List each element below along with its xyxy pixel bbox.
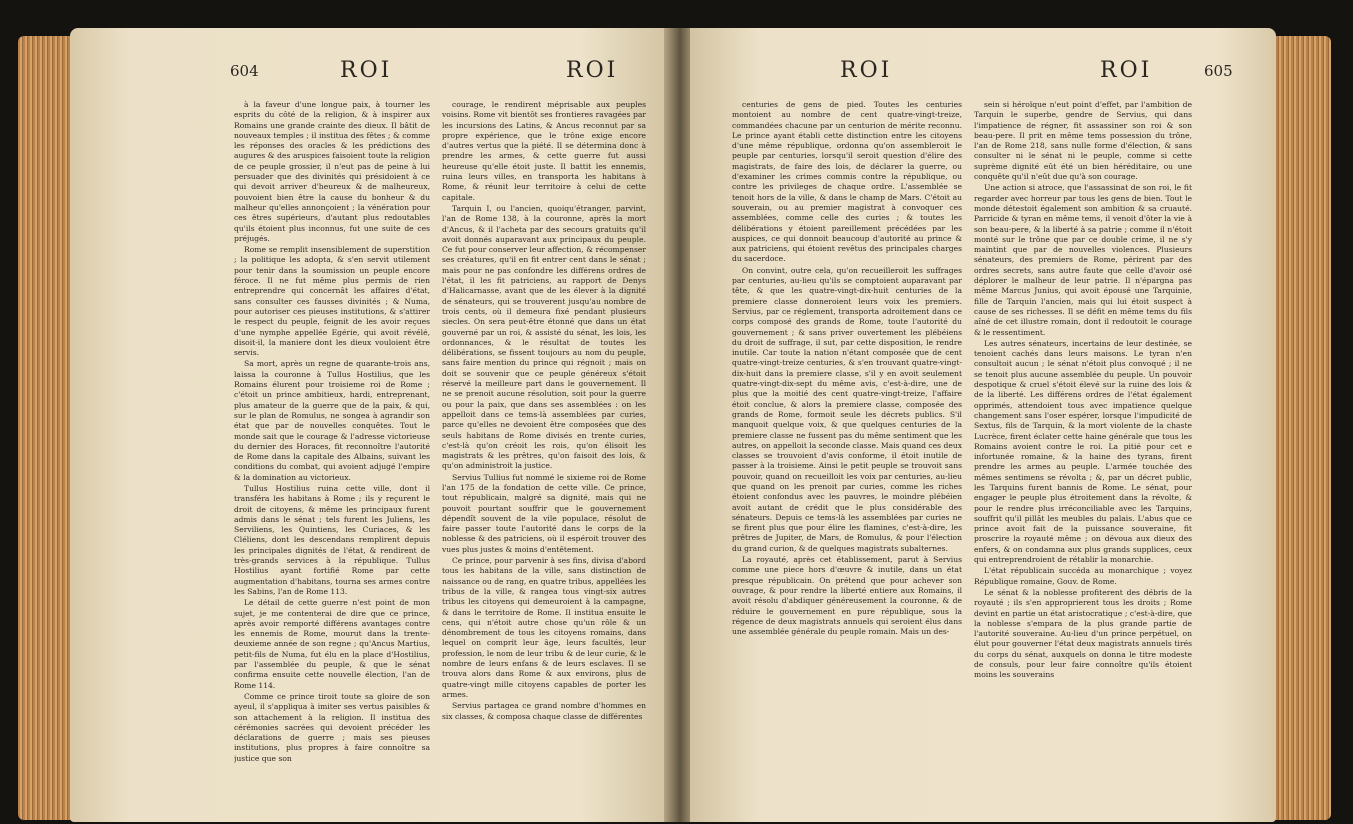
right-running-head-b: ROI [1100,58,1153,83]
paragraph: Servius partagea ce grand nombre d'hommes en six classes, & composa chaque classe de différentes [442,701,646,721]
paragraph: Servius Tullius fut nommé le sixieme roi de Rome l'an 175 de la fondation de cette ville. Ce prince, tout républicain, malgré sa dignité, mais qui ne pouvoit pourtant souffrir que le gouvernement dépendît souvent de la vile populace, résolut de faire passer toute l'autorité dans le corps de la noblesse & des patriciens, où il espéroit trouver des vues plus justes & moins d'entêtement. [442,472,646,554]
paragraph: Une action si atroce, que l'assassinat de son roi, le fit regarder avec horreur par tous les gens de bien. Tout le monde détestoit également son ambition & sa cruauté. Parricide & tyran en même tems, il venoit d'ôter la vie à son beau-pere, & la liberté à sa patrie ; comme il n'étoit monté sur le trône que par ce double crime, il ne s'y maintint que par de nouvelles violences. Plusieurs sénateurs, des premiers de Rome, périrent par des ordres secrets, sans autre faute que celle d'avoir osé déplorer le malheur de leur patrie. Il n'épargna pas même Marcus Junius, qui avoit épousé une Tarquinie, fille de Tarquin l'ancien, mais qui lui étoit suspect à cause de ses richesses. Il se défit en même tems du fils aîné de cet illustre romain, dont il redoutoit le courage & le ressentiment. [974,183,1192,337]
paragraph: L'état républicain succéda au monarchique ; voyez République romaine, Gouv. de Rome. [974,566,1192,586]
paragraph: centuries de gens de pied. Toutes les centuries montoient au nombre de cent quatre-vingt-treize, commandées chacune par un centurion de mérite reconnu. Le prince ayant établi cette distinction entre les citoyens d'une même république, ordonna qu'on assembleroit le peuple par centuries, lorsqu'il seroit question d'élire des magistrats, de faire des lois, de déclarer la guerre, ou d'examiner les crimes commis contre la république, ou contre les privileges de chaque ordre. L'assemblée se tenoit hors de la ville, & dans le champ de Mars. C'étoit au souverain, ou au premier magistrat à convoquer ces assemblées, comme celle des curies ; & toutes les délibérations y étoient pareillement précédées par les auspices, ce qui donnoit beaucoup d'autorité au prince & aux patriciens, qui étoient revêtus des principales charges du sacerdoce. [732,100,962,264]
left-page [70,28,670,822]
paragraph: Les autres sénateurs, incertains de leur destinée, se tenoient cachés dans leurs maisons. Le tyran n'en consultoit aucun ; le sénat n'étoit plus convoqué ; il ne se tenoit plus aucune assemblée du peuple. Un pouvoir despotique & cruel s'étoit élevé sur la ruine des lois & de la liberté. Les différens ordres de l'état également opprimés, attendoient tous avec impatience quelque changement sans l'oser espérer, lorsque l'impudicité de Sextus, fils de Tarquin, & la mort violente de la chaste Lucrèce, firent éclater cette haine générale que tous les Romains avoient contre le roi. La pitié pour cet e infortunée romaine, & la haine des tyrans, firent prendre les armes au peuple. L'armée touchée des mêmes sentimens se révolta ; &, par un décret public, les Tarquins furent bannis de Rome. Le sénat, pour engager le peuple plus étroitement dans la révolte, & pour le rendre plus irréconciliable avec les Tarquins, souffrit qu'il pillât les meubles du palais. L'abus que ce prince avoit fait de la puissance souveraine, fit proscrire la royauté même ; on dévoua aux dieux des enfers, & on condamna aux plus grands supplices, ceux qui entreprendroient de rétablir la monarchie. [974,338,1192,565]
right-page-column-2 [974,100,1192,800]
paragraph: Tarquin I, ou l'ancien, quoiqu'étranger, parvint, l'an de Rome 138, à la couronne, après la mort d'Ancus, & il l'acheta par des secours gratuits qu'il avoit donnés auparavant aux principaux du peuple. Ce fut pour conserver leur affection, & récompenser ses créatures, qu'il en fit entrer cent dans le sénat ; mais pour ne pas confondre les différens ordres de l'état, il les fit patriciens, au rapport de Denys d'Halicarnasse, avant que de les élever à la dignité de sénateurs, qui se trouverent jusqu'au nombre de trois cents, où il demeura fixé pendant plusieurs siecles. On sera peut-être étonné que dans un état gouverné par un roi, & assisté du sénat, les lois, les ordonnances, & le résultat de toutes les délibérations, se fissent toujours au nom du peuple, sans faire mention du prince qui régnoit ; mais on doit se souvenir que ce peuple généreux s'étoit réservé la meilleure part dans le gouvernement. Il ne se prenoit aucune résolution, soit pour la guerre ou pour la paix, que dans ses assemblées : on les appelloit dans ce tems-là assemblées par curies, parce qu'elles ne devoient être composées que des seuls habitans de Rome divisés en trente curies, c'est-là qu'on créoit les rois, qu'on élisoit les magistrats & les prêtres, qu'on faisoit des lois, & qu'on administroit la justice. [442,203,646,471]
left-page-column-2 [442,100,646,800]
paragraph: Sa mort, après un regne de quarante-trois ans, laissa la couronne à Tullus Hostilius, que les Romains élurent pour troisieme roi de Rome ; c'étoit un prince ambitieux, hardi, entreprenant, plus amateur de la guerre que de la paix, & qui, sur le plan de Romulus, ne songea à agrandir son état que par de nouvelles conquêtes. Tout le monde sait que le courage & l'adresse victorieuse du dernier des Horaces, fit reconnoître l'autorité de Rome dans la capitale des Albains, suivant les conditions du combat, qui avoient adjugé l'empire & la domination au victorieux. [234,359,430,482]
paragraph: Le détail de cette guerre n'est point de mon sujet, je me contenterai de dire que ce prince, après avoir remporté différens avantages contre les ennemis de Rome, mourut dans la trente-deuxieme année de son regne ; qu'Ancus Martius, petit-fils de Numa, fut élu en la place d'Hostilius, par l'assemblée du peuple, & que le sénat confirma ensuite cette nouvelle élection, l'an de Rome 114. [234,598,430,690]
paragraph: sein si héroïque n'eut point d'effet, par l'ambition de Tarquin le superbe, gendre de Servius, qui dans l'impatience de régner, fit assassiner son roi & son beau-pere. Il prit en même tems possession du trône, l'an de Rome 218, sans nulle forme d'élection, & sans consulter ni le sénat ni le peuple, comme si cette suprème dignité eût été un bien héréditaire, ou une conquête qu'il n'eût due qu'à son courage. [974,100,1192,182]
paragraph: Le sénat & la noblesse profiterent des débris de la royauté ; ils s'en approprierent tous les droits ; Rome devint en partie un état aristocratique ; c'est-à-dire, que la noblesse s'empara de la plus grande partie de l'autorité souveraine. Au-lieu d'un prince perpétuel, on élut pour gouverner l'état deux magistrats annuels tirés du corps du sénat, auxquels on donna le titre modeste de consuls, pour leur faire connoître qu'ils étoient moins les souverains [974,587,1192,680]
book-edge-left [18,36,78,820]
left-page-column-1 [234,100,430,800]
right-page [690,28,1276,822]
paragraph: Rome se remplit insensiblement de superstition ; la politique les adopta, & s'en servit utilement pour tenir dans la soumission un peuple encore féroce. Il ne fut même plus permis de rien entreprendre qui concernât les affaires d'état, sans consulter ces fausses divinités ; & Numa, pour autoriser ces pieuses institutions, & s'attirer le respect du peuple, feignit de les avoir reçues d'une nymphe appellée Egérie, qui avoit révélé, disoit-il, la maniere dont les dieux vouloient être servis. [234,245,430,358]
paragraph: La royauté, après cet établissement, parut à Servius comme une piece hors d'œuvre & inutile, dans un état presque républicain. On prétend que pour achever son ouvrage, & pour rendre la liberté entiere aux Romains, il avoit résolu d'abdiquer généreusement la couronne, & de réduire le gouvernement en pure république, sous la régence de deux magistrats annuels qui seroient élus dans une assemblée générale du peuple romain. Mais un des- [732,555,962,637]
right-page-number: 605 [1204,62,1233,80]
left-page-number: 604 [230,62,259,80]
paragraph: courage, le rendirent méprisable aux peuples voisins. Rome vit bientôt ses frontieres ravagées par les incursions des Latins, & Ancus reconnut par sa propre expérience, que le trône exige encore d'autres vertus que la piété. Il se détermina donc à prendre les armes, & cette guerre fut aussi heureuse qu'elle étoit juste. Il battit les ennemis, ruina leurs villes, en transporta les habitans à Rome, & réunit leur territoire à celui de cette capitale. [442,100,646,202]
left-page-header [70,58,670,88]
paragraph: Ce prince, pour parvenir à ses fins, divisa d'abord tous les habitans de la ville, sans distinction de naissance ou de rang, en quatre tribus, appellées les tribus de la ville, & rangea tous vingt-six autres tribus les citoyens qui demeuroient à la campagne, & dans le territoire de Rome. Il institua ensuite le cens, qui n'étoit autre chose qu'un rôle & un dénombrement de tous les citoyens romains, dans lequel on comprit leur âge, leurs facultés, leur profession, le nom de leur tribu & de leur curie, & le nombre de leurs enfans & de leurs esclaves. Il se trouva alors dans Rome & aux environs, plus de quatre-vingt mille citoyens capables de porter les armes. [442,556,646,699]
left-running-head-b: ROI [566,58,619,83]
right-running-head-a: ROI [840,58,893,83]
book-edge-right [1273,36,1331,820]
right-page-column-1 [732,100,962,800]
paragraph: à la faveur d'une longue paix, à tourner les esprits du côté de la religion, & à inspirer aux Romains une grande crainte des dieux. Il bâtit de nouveaux temples ; il institua des fêtes ; & comme les réponses des oracles & les prédictions des augures & des aruspices faisoient toute la religion de ce peuple grossier, il n'eut pas de peine à lui persuader que des divinités qui présidoient à ce qui devoit arriver d'heureux & de malheureux, pouvoient bien être la cause du bonheur & du malheur qu'elles annonçoient ; la vénération pour ces êtres supérieurs, d'autant plus redoutables qu'ils étoient plus inconnus, fut une suite de ces préjugés. [234,100,430,243]
paragraph: Comme ce prince tiroit toute sa gloire de son ayeul, il s'appliqua à imiter ses vertus paisibles & son attachement à la religion. Il institua des cérémonies sacrées qui devoient précéder les déclarations de guerre ; mais ses pieuses institutions, plus propres à faire connoître sa justice que son [234,691,430,763]
paragraph: Tullus Hostilius ruina cette ville, dont il transféra les habitans à Rome ; ils y reçurent le droit de citoyens, & même les principaux furent admis dans le sénat ; tels furent les Juliens, les Serviliens, les Quintiens, les Curiaces, & les Cléliens, dont les descendans remplirent depuis les principales dignités de l'état, & rendirent de très-grands services à la république. Tullus Hostilius ayant fortifié Rome par cette augmentation d'habitans, tourna ses armes contre les Sabins, l'an de Rome 113. [234,483,430,596]
right-page-header [690,58,1276,88]
left-running-head-a: ROI [340,58,393,83]
paragraph: On convint, outre cela, qu'on recueilleroit les suffrages par centuries, au-lieu qu'ils se comptoient auparavant par tête, & que les quatre-vingt-dix-huit centuries de la premiere classe donneroient leurs voix les premiers. Servius, par ce réglement, transporta adroitement dans ce corps composé des grands de Rome, toute l'autorité du gouvernement ; & sans priver ouvertement les plébéiens du droit de suffrage, il sut, par cette disposition, le rendre inutile. Car toute la nation n'étant composée que de cent quatre-vingt-treize centuries, & s'en trouvant quatre-vingt-dix-huit dans la premiere classe, s'il y en avoit seulement quatre-vingt-dix-sept du même avis, c'est-à-dire, une de plus que la moitié des cent quatre-vingt-treize, l'affaire étoit conclue, & alors la premiere classe, composée des grands de Rome, formoit seule les décrets publics. S'il manquoit quelque voix, & que quelques centuries de la premiere classe ne fussent pas du même sentiment que les autres, on appelloit la seconde classe. Mais quand ces deux classes se trouvoient d'avis conforme, il étoit inutile de passer à la troisieme. Ainsi le petit peuple se trouvoit sans pouvoir, quand on recueilloit les voix par centuries, au-lieu que quand on les prenoit par curies, comme les riches étoient confondus avec les pauvres, le moindre plébéien avoit autant de crédit que le plus considérable des sénateurs. Depuis ce tems-là les assemblées par curies ne se firent plus que pour élire les flamines, c'est-à-dire, les prêtres de Jupiter, de Mars, de Romulus, & pour l'élection du grand curion, & de quelques magistrats subalternes. [732,265,962,553]
